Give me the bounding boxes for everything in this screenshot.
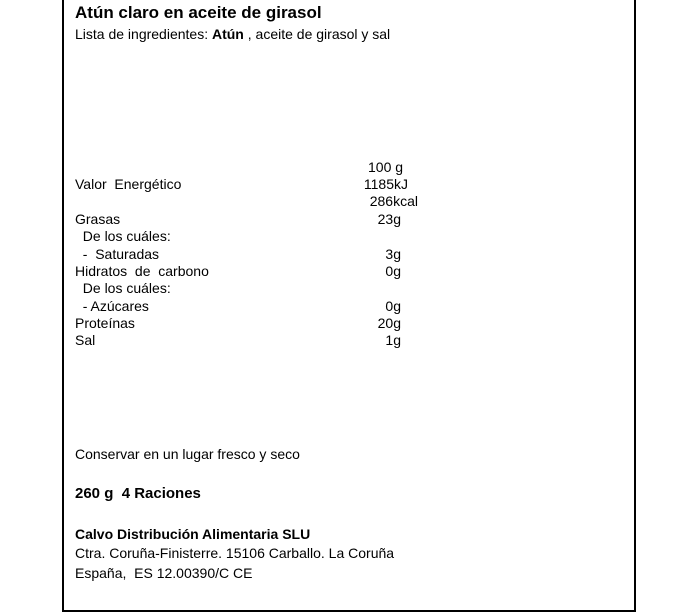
nutrition-value: 1g <box>385 332 401 348</box>
company-address: Ctra. Coruña-Finisterre. 15106 Carballo. La Coruña <box>75 545 395 561</box>
nutrition-value: 23g <box>377 211 401 227</box>
nutrition-value: 286kcal <box>369 193 418 209</box>
nutrition-label: Valor Energético <box>75 176 182 192</box>
nutrition-label: - Saturadas <box>75 246 160 262</box>
company-address-country: España, ES 12.00390/C CE <box>75 565 253 581</box>
company-name: Calvo Distribución Alimentaria SLU <box>75 526 311 542</box>
nutrition-value: 3g <box>385 246 401 262</box>
net-content: 260 g 4 Raciones <box>75 485 201 502</box>
nutrition-per-header: 100 g <box>368 159 404 175</box>
ingredients-rest: , aceite de girasol y sal <box>243 26 391 42</box>
nutrition-value: 0g <box>385 298 401 314</box>
nutrition-label: Proteínas <box>75 315 135 331</box>
nutrition-label: Sal <box>75 332 96 348</box>
ingredients-main: Atún <box>211 26 244 42</box>
nutrition-value: 0g <box>385 263 401 279</box>
storage-text: Conservar en un lugar fresco y seco <box>75 446 300 462</box>
nutrition-label: - Azúcares <box>75 298 149 314</box>
nutrition-label: Grasas <box>75 211 121 227</box>
product-title: Atún claro en aceite de girasol <box>75 3 322 22</box>
nutrition-value: 20g <box>377 315 401 331</box>
ingredients-line <box>75 26 390 43</box>
ingredients-label: Lista de ingredientes: <box>75 26 209 42</box>
nutrition-label: De los cuáles: <box>75 228 171 244</box>
nutrition-value: 1185kJ <box>363 176 408 192</box>
nutrition-label: De los cuáles: <box>75 280 171 296</box>
nutrition-label: Hidratos de carbono <box>75 263 209 279</box>
